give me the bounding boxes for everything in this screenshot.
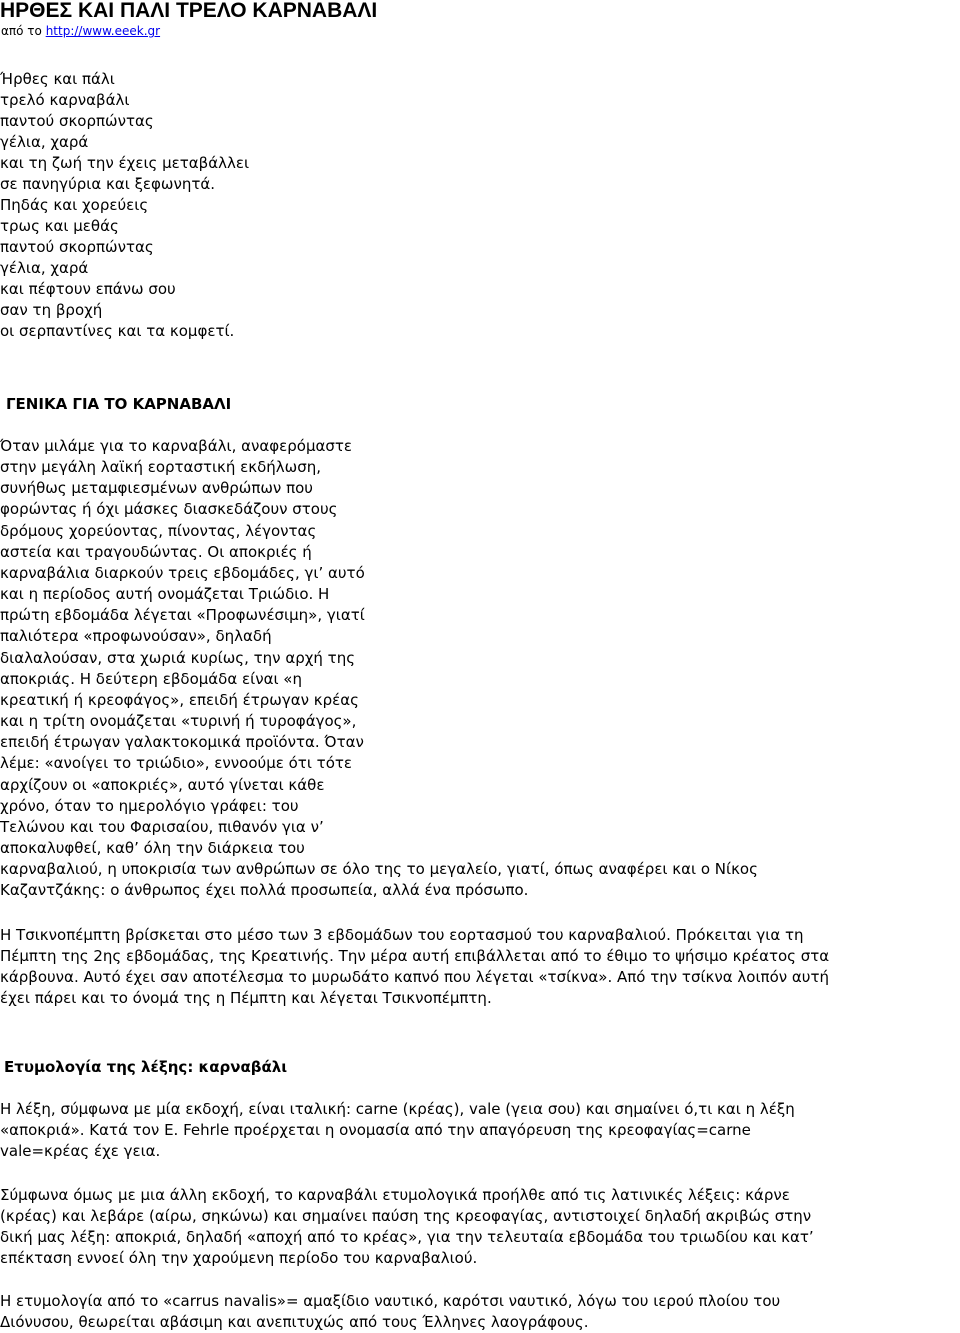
text-line: λέμε: «ανοίγει το τριώδιο», εννοούμε ότι τότε xyxy=(0,754,353,773)
poem-line: σε πανηγύρια και ξεφωνητά. xyxy=(0,175,216,193)
poem-line: και τη ζωή την έχεις μεταβάλλει xyxy=(0,154,250,172)
tsiknopempti-paragraph xyxy=(0,925,952,1009)
text-line: κρεατική ή κρεοφάγος», επειδή έτρωγαν κρέας xyxy=(0,690,359,709)
source-prefix: από το xyxy=(1,24,42,38)
text-line: «αποκριά». Κατά τον E. Fehrle προέρχεται η ονομασία από την απαγόρευση της κρεοφαγίας=carne xyxy=(0,1121,751,1139)
poem-line: οι σερπαντίνες και τα κομφετί. xyxy=(0,322,235,340)
poem-line: Ήρθες και πάλι xyxy=(0,70,115,88)
text-line: αστεία και τραγουδώντας. Οι αποκριές ή xyxy=(0,542,312,561)
text-line: επειδή έτρωγαν γαλακτοκομικά προϊόντα. Όταν xyxy=(0,733,364,752)
poem-line: γέλια, χαρά xyxy=(0,133,89,151)
text-line: αποκριάς. Η δεύτερη εβδομάδα είναι «η xyxy=(0,669,302,688)
poem-line: και πέφτουν επάνω σου xyxy=(0,280,176,298)
text-line: Διόνυσου, θεωρείται αβάσιμη και ανεπιτυχώς από τους Έλληνες λαογράφους. xyxy=(0,1313,589,1331)
text-line: έχει πάρει και το όνομά της η Πέμπτη και λέγεται Τσικνοπέμπτη. xyxy=(0,989,492,1007)
text-line: χρόνο, όταν το ημερολόγιο γράφει: του xyxy=(0,796,299,815)
text-line: και η τρίτη ονομάζεται «τυρινή ή τυροφάγος», xyxy=(0,712,357,731)
source-link[interactable]: http://www.eeek.gr xyxy=(45,24,161,38)
text-line: Όταν μιλάμε για το καρναβάλι, αναφερόμαστε xyxy=(0,437,353,455)
text-line: Καζαντζάκης: ο άνθρωπος έχει πολλά προσωπεία, αλλά ένα πρόσωπο. xyxy=(0,881,529,900)
text-line: Σύμφωνα όμως με μια άλλη εκδοχή, το καρναβάλι ετυμολογικά προήλθε από τις λατινικές λέξεις: κάρνε xyxy=(0,1186,790,1204)
text-line: δική μας λέξη: αποκριά, δηλαδή «αποχή από το κρέας», για την τελευταία εβδομάδα του τριωδίου και κατ’ xyxy=(0,1228,814,1246)
text-line: αρχίζουν οι «αποκριές», αυτό γίνεται κάθε xyxy=(0,775,325,794)
text-line: διαλαλούσαν, στα χωριά κυρίως, την αρχή της xyxy=(0,648,356,667)
text-line: Η Τσικνοπέμπτη βρίσκεται στο μέσο των 3 εβδομάδων του εορτασμού του καρναβαλιού. Πρόκειται για τη xyxy=(0,926,804,944)
text-line: φορώντας ή όχι μάσκες διασκεδάζουν στους xyxy=(0,500,338,519)
poem-line: παντού σκορπώντας xyxy=(0,238,154,256)
etymology-paragraph-3 xyxy=(0,1291,952,1333)
text-line: Τελώνου και του Φαρισαίου, πιθανόν για ν’ xyxy=(0,817,324,836)
poem-line: Πηδάς και χορεύεις xyxy=(0,196,149,214)
etymology-paragraph-1 xyxy=(0,1099,952,1162)
text-line: στην μεγάλη λαϊκή εορταστική εκδήλωση, xyxy=(0,458,322,477)
general-paragraph xyxy=(0,436,758,901)
text-line: (κρέας) και λεβάρε (αίρω, σηκώνω) και σημαίνει παύση της κρεοφαγίας, αντιστοιχεί δηλαδή ακριβώς στην xyxy=(0,1207,812,1225)
section-heading-etymology: Ετυμολογία της λέξης: καρναβάλι xyxy=(4,1058,288,1076)
poem-line: γέλια, χαρά xyxy=(0,259,89,277)
text-line: Η ετυμολογία από το «carrus navalis»= αμαξίδιο ναυτικό, καρότσι ναυτικό, λόγω του ιερού πλοίου του xyxy=(0,1292,781,1310)
text-line: επέκταση εννοεί όλη την χαρούμενη περίοδο του καρναβαλιού. xyxy=(0,1249,478,1267)
page-title: ΗΡΘΕΣ ΚΑΙ ΠΑΛΙ ΤΡΕΛΟ ΚΑΡΝΑΒΑΛΙ xyxy=(0,0,378,22)
text-line: Η λέξη, σύμφωνα με μία εκδοχή, είναι ιταλική: carne (κρέας), vale (γεια σου) και σημαίνει ό,τι και η λέξη xyxy=(0,1100,795,1118)
text-line: συνήθως μεταμφιεσμένων ανθρώπων που xyxy=(0,479,313,498)
text-line: κάρβουνα. Αυτό έχει σαν αποτέλεσμα το μυρωδάτο καπνό που λέγεται «τσίκνα». Από την τσίκνα λοιπόν αυτή xyxy=(0,968,829,986)
poem-line: τρως και μεθάς xyxy=(0,217,119,235)
text-line: καρναβαλιού, η υποκρισία των ανθρώπων σε όλο της το μεγαλείο, γιατί, όπως αναφέρει και ο Νίκος xyxy=(0,860,758,879)
text-line: vale=κρέας έχε γεια. xyxy=(0,1142,161,1160)
text-line: πρώτη εβδομάδα λέγεται «Προφωνέσιμη», γιατί xyxy=(0,606,365,625)
poem-line: παντού σκορπώντας xyxy=(0,112,154,130)
text-line: αποκαλυφθεί, καθ’ όλη την διάρκεια του xyxy=(0,838,305,857)
poem-line: σαν τη βροχή xyxy=(0,301,103,319)
text-line: Πέμπτη της 2ης εβδομάδας, της Κρεατινής. Την μέρα αυτή επιβάλλεται από το έθιμο το ψήσιμο κρέατος στα xyxy=(0,947,830,965)
section-heading-general: ΓΕΝΙΚΑ ΓΙΑ ΤΟ ΚΑΡΝΑΒΑΛΙ xyxy=(6,395,232,413)
text-line: και η περίοδος αυτή ονομάζεται Τριώδιο. Η xyxy=(0,585,330,604)
text-line: δρόμους χορεύοντας, πίνοντας, λέγοντας xyxy=(0,521,317,540)
poem xyxy=(0,69,249,342)
text-line: παλιότερα «προφωνούσαν», δηλαδή xyxy=(0,627,272,646)
etymology-paragraph-2 xyxy=(0,1185,952,1269)
poem-line: τρελό καρναβάλι xyxy=(0,91,130,109)
source-line xyxy=(1,24,160,38)
text-line: καρναβάλια διαρκούν τρεις εβδομάδες, γι’ αυτό xyxy=(0,563,365,582)
